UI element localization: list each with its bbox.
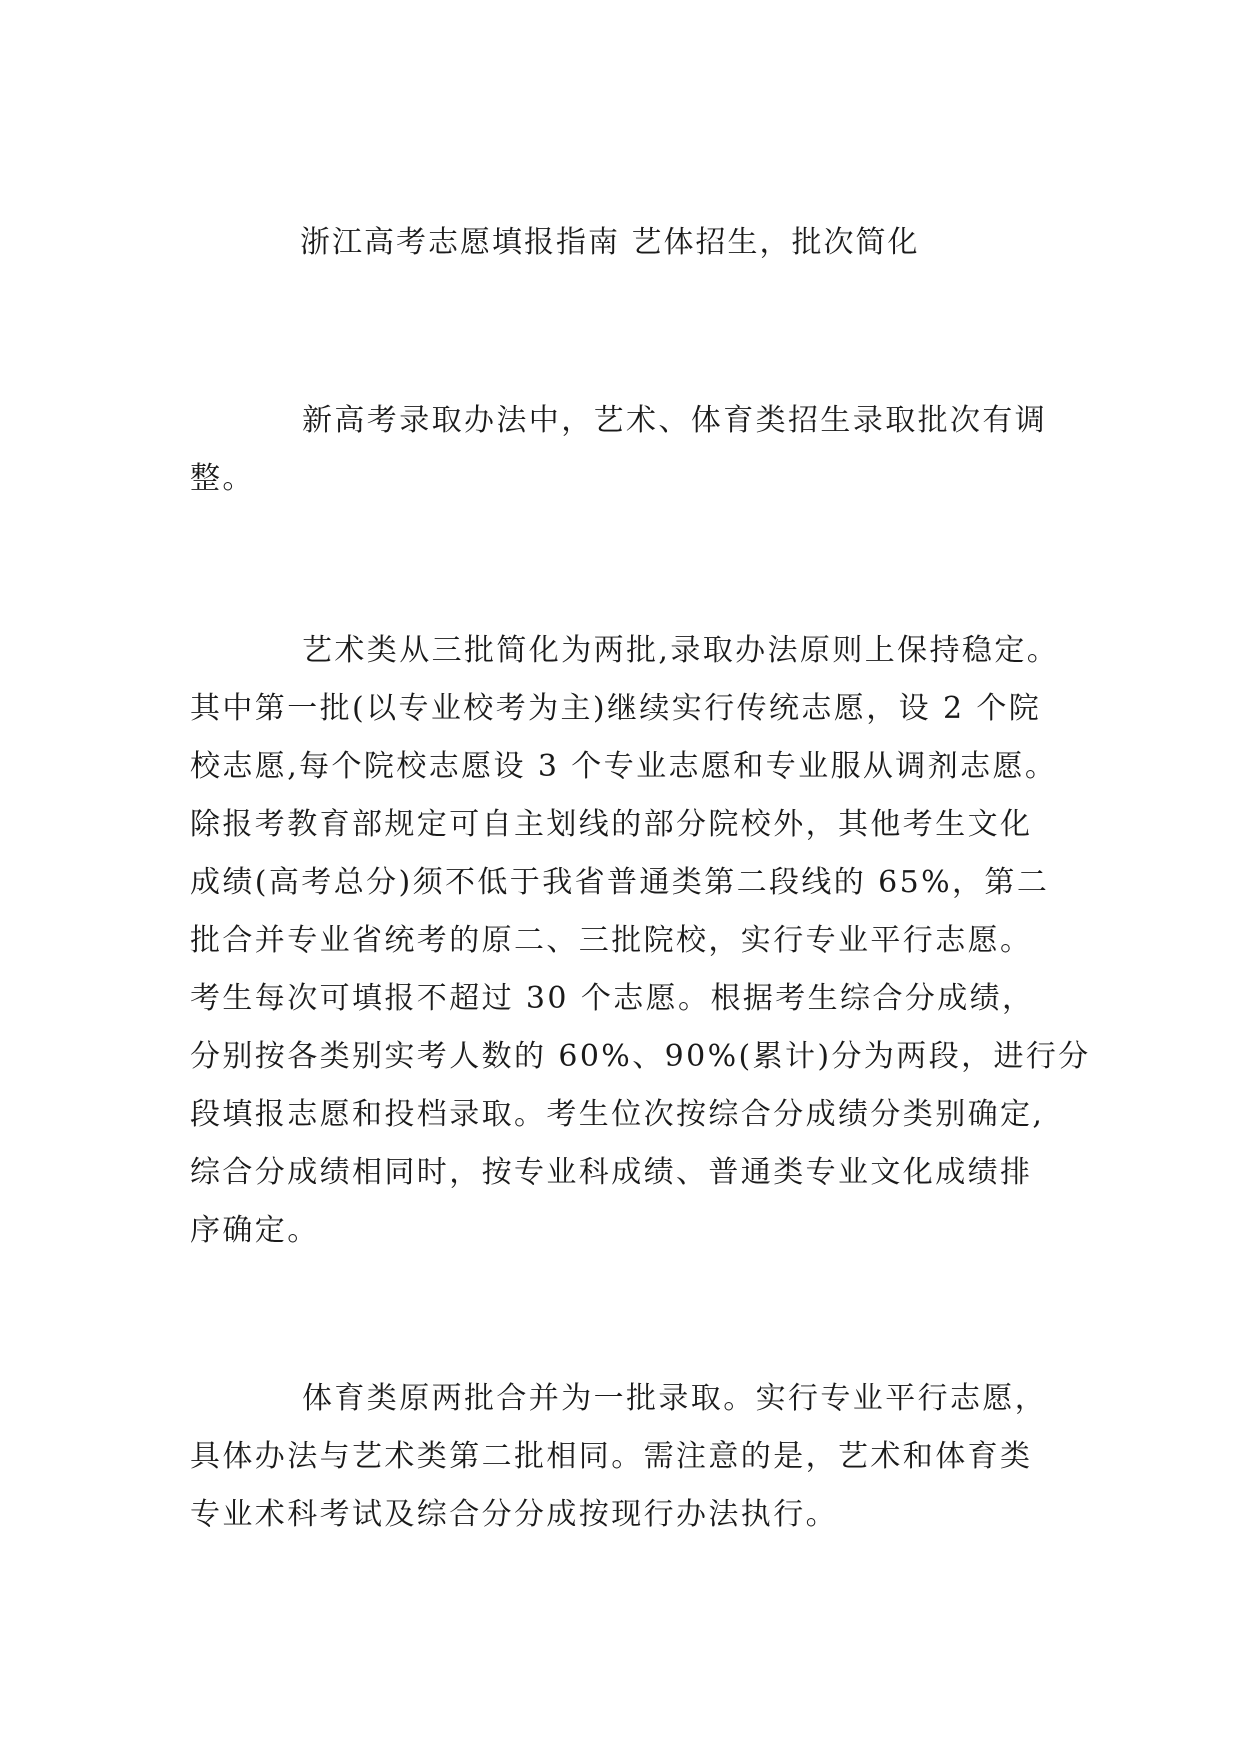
- paragraph-line: 艺术类从三批简化为两批,录取办法原则上保持稳定。: [302, 633, 1060, 668]
- paragraph-line: 新高考录取办法中，艺术、体育类招生录取批次有调: [302, 403, 1048, 438]
- paragraph-batch-adjustment: [190, 392, 1070, 508]
- paragraph-art-category: [190, 622, 1091, 1260]
- document-title: 浙江高考志愿填报指南 艺体招生，批次简化: [300, 225, 920, 260]
- paragraph-line: 批合并专业省统考的原二、三批院校，实行专业平行志愿。: [190, 923, 1033, 958]
- paragraph-sports-category: [190, 1370, 1070, 1544]
- paragraph-line: 成绩(高考总分)须不低于我省普通类第二段线的 65%，第二: [190, 865, 1050, 900]
- paragraph-line: 考生每次可填报不超过 30 个志愿。根据考生综合分成绩，: [190, 981, 1035, 1016]
- paragraph-line: 体育类原两批合并为一批录取。实行专业平行志愿，: [302, 1381, 1048, 1416]
- paragraph-line: 整。: [190, 461, 255, 496]
- paragraph-line: 综合分成绩相同时，按专业科成绩、普通类专业文化成绩排: [190, 1155, 1033, 1190]
- paragraph-line: 校志愿,每个院校志愿设 3 个专业志愿和专业服从调剂志愿。: [190, 749, 1058, 784]
- paragraph-line: 分别按各类别实考人数的 60%、90%(累计)分为两段，进行分: [190, 1039, 1091, 1074]
- paragraph-line: 除报考教育部规定可自主划线的部分院校外，其他考生文化: [190, 807, 1033, 842]
- paragraph-line: 具体办法与艺术类第二批相同。需注意的是，艺术和体育类: [190, 1439, 1033, 1474]
- paragraph-line: 序确定。: [190, 1213, 320, 1248]
- paragraph-line: 专业术科考试及综合分分成按现行办法执行。: [190, 1497, 838, 1532]
- paragraph-line: 其中第一批(以专业校考为主)继续实行传统志愿，设 2 个院: [190, 691, 1042, 726]
- paragraph-line: 段填报志愿和投档录取。考生位次按综合分成绩分类别确定,: [190, 1097, 1045, 1132]
